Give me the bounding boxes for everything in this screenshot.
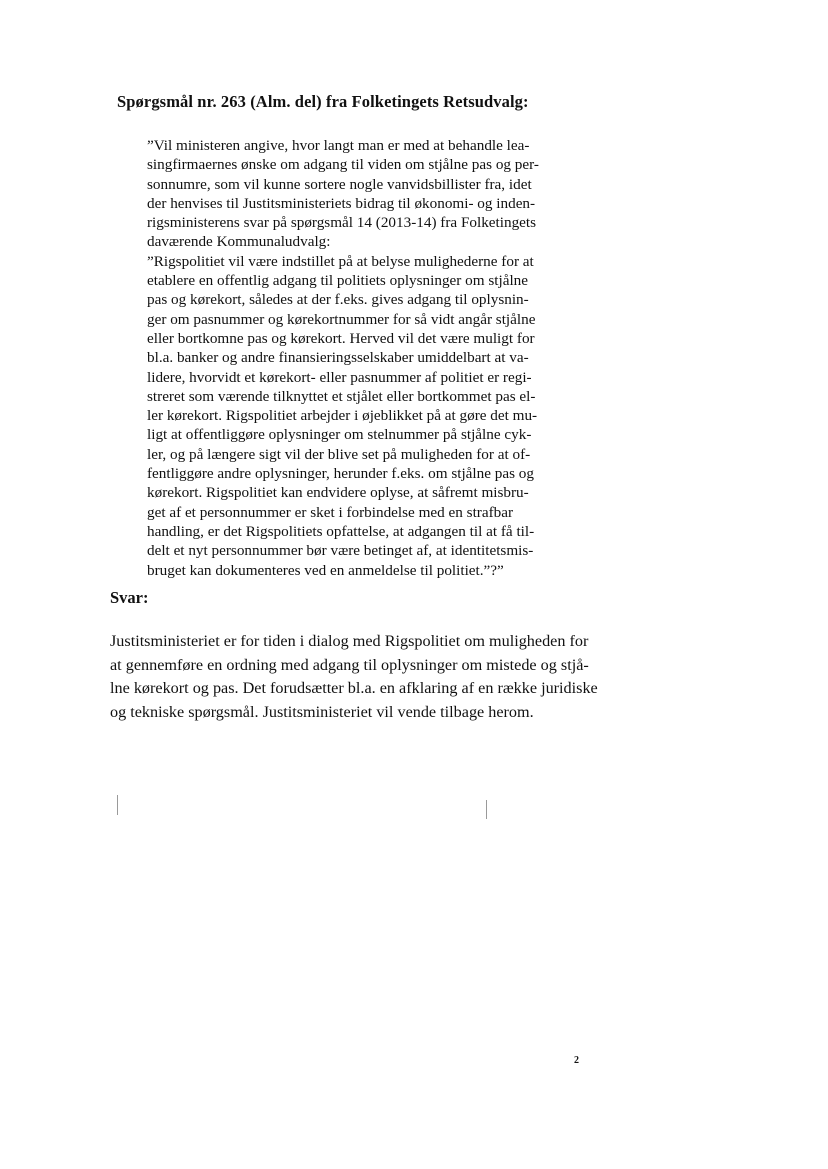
question-line: pas og kørekort, således at der f.eks. gives adgang til oplysnin- [147, 291, 529, 309]
scan-artifact-mark [117, 795, 118, 815]
question-line: ”Vil ministeren angive, hvor langt man er med at behandle lea- [147, 137, 530, 154]
question-line: bl.a. banker og andre finansieringsselskaber umiddelbart at va- [147, 349, 529, 367]
page-number: 2 [574, 1055, 579, 1066]
question-line: bruget kan dokumenteres ved en anmeldelse til politiet.”?” [147, 561, 504, 579]
question-line: delt et nyt personnummer bør være betinget af, at identitetsmis- [147, 542, 534, 560]
question-line: singfirmaernes ønske om adgang til viden om stjålne pas og per- [147, 156, 539, 174]
question-line: ligt at offentliggøre oplysninger om stelnummer på stjålne cyk- [147, 426, 532, 444]
question-line: lidere, hvorvidt et kørekort- eller pasnummer af politiet er regi- [147, 368, 532, 386]
question-line: der henvises til Justitsministeriets bidrag til økonomi- og inden- [147, 194, 536, 212]
answer-line: og tekniske spørgsmål. Justitsministeriet vil vende tilbage herom. [110, 702, 534, 721]
answer-line: lne kørekort og pas. Det forudsætter bl.a. en afklaring af en række juridiske [110, 679, 598, 697]
answer-line: at gennemføre en ordning med adgang til oplysninger om mistede og stjå- [110, 655, 589, 674]
question-line: handling, er det Rigspolitiets opfattelse, at adgangen til at få til- [147, 522, 535, 540]
question-heading: Spørgsmål nr. 263 (Alm. del) fra Folketingets Retsudvalg: [117, 92, 529, 111]
question-line: ler kørekort. Rigspolitiet arbejder i øjeblikket på at gøre det mu- [147, 407, 538, 425]
question-line: sonnumre, som vil kunne sortere nogle vanvidsbillister fra, idet [147, 175, 532, 193]
answer-heading: Svar: [110, 588, 149, 607]
scan-artifact-mark [486, 800, 487, 819]
question-line: ”Rigspolitiet vil være indstillet på at belyse mulighederne for at [147, 252, 534, 270]
question-line: fentliggøre andre oplysninger, herunder f.eks. om stjålne pas og [147, 465, 534, 483]
question-line: rigsministerens svar på spørgsmål 14 (2013-14) fra Folketingets [147, 214, 537, 232]
question-line: get af et personnummer er sket i forbindelse med en strafbar [147, 503, 514, 521]
question-line: ger om pasnummer og kørekortnummer for så vidt angår stjålne [147, 310, 536, 328]
question-line: eller bortkomne pas og kørekort. Herved vil det være muligt for [147, 329, 535, 347]
question-line: kørekort. Rigspolitiet kan endvidere oplyse, at såfremt misbru- [147, 484, 529, 502]
question-text [147, 136, 567, 580]
answer-text [110, 630, 610, 724]
question-line: streret som værende tilknyttet et stjålet eller bortkommet pas el- [147, 387, 536, 405]
question-line: daværende Kommunaludvalg: [147, 233, 331, 251]
answer-line: Justitsministeriet er for tiden i dialog med Rigspolitiet om muligheden for [110, 632, 589, 650]
question-line: ler, og på længere sigt vil der blive set på muligheden for at of- [147, 445, 531, 463]
question-line: etablere en offentlig adgang til politiets oplysninger om stjålne [147, 272, 528, 290]
